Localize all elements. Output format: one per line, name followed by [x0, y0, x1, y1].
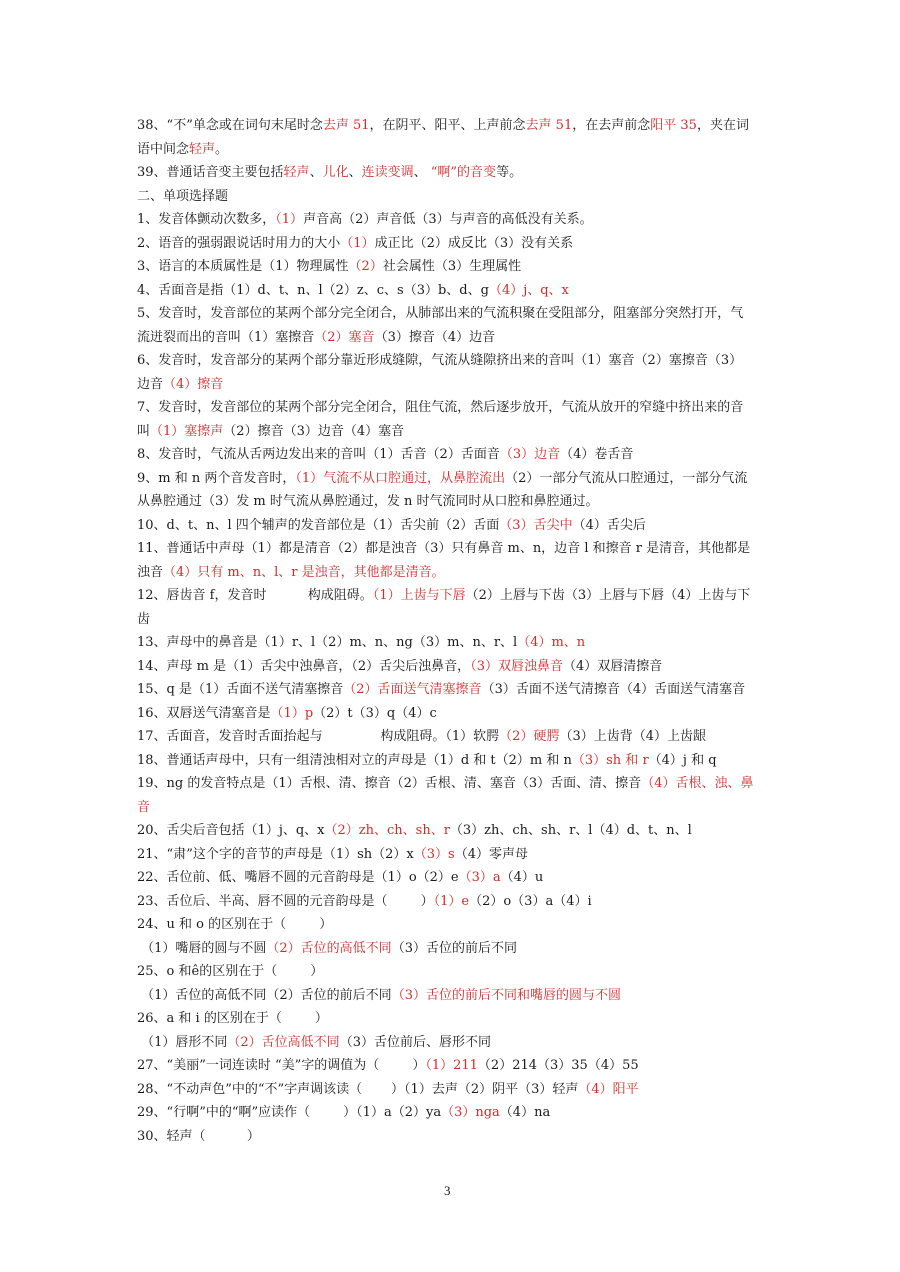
text-line [137, 866, 777, 890]
text-line [137, 913, 777, 937]
text-line [137, 490, 777, 514]
text-line [137, 114, 777, 138]
question-text: 24、u 和 o 的区别在于（ ） [137, 917, 333, 932]
question-text: 声音高（2）声音低（3）与声音的高低没有关系。 [303, 212, 593, 227]
question-text: （4）j 和 q [648, 752, 717, 768]
question-text: 从鼻腔通过（3）发 m 时气流从鼻腔通过，发 n 时气流同时从口腔和鼻腔通过。 [137, 494, 599, 509]
answer-text: （1）p [270, 705, 314, 721]
answer-text: （4）阳平 [578, 1081, 639, 1097]
text-line [137, 819, 777, 843]
question-text: 11、普通话中声母（1）都是清音（2）都是浊音（3）只有鼻音 m、n，边音 l 和擦音 r 是清音，其他都是 [137, 541, 751, 556]
answer-text: （1）上齿与下唇 [372, 588, 466, 603]
answer-text: （4）舌根、浊、鼻 [641, 776, 754, 791]
answer-text: （3）s [413, 846, 455, 862]
answer-text: （1） [340, 235, 375, 251]
answer-text: 儿化 [322, 165, 349, 180]
text-line [137, 561, 777, 585]
answer-text: （3）a [458, 870, 501, 885]
question-text: 流迸裂而出的音叫（1）塞擦音 [137, 329, 315, 345]
question-text: 38、“不”单念或在词句末尾时念 [137, 118, 323, 133]
answer-text: （3）舌位的前后不同和嘴唇的圆与不圆 [391, 987, 621, 1003]
text-line [137, 1101, 777, 1125]
question-text: 浊音 [137, 564, 164, 580]
question-text: 7、发音时，发音部位的某两个部分完全闭合，阻住气流，然后逐步放开，气流从放开的窄缝中挤出来的音 [137, 400, 744, 415]
question-text: 20、舌尖后音包括（1）j、q、x [137, 823, 325, 838]
answer-text: 轻声 [189, 141, 216, 157]
question-text: 2、语音的强弱跟说话时用力的大小 [137, 235, 341, 251]
text-line [137, 514, 777, 538]
answer-text: （1）气流不从口腔通过，从鼻腔流出 [295, 470, 506, 486]
question-text: 10、d、t、n、l 四个辅声的发音部位是（1）舌尖前（2）舌面 [137, 517, 500, 533]
text-line [137, 537, 777, 561]
answer-text: （2）舌位的高低不同 [266, 940, 392, 956]
answer-text: （4）只有 m、n、l、r 是浊音，其他都是清音。 [163, 564, 445, 580]
question-text: （4）卷舌音 [560, 447, 634, 462]
question-text: （3）舌位前后、唇形不同 [339, 1034, 491, 1050]
answer-text: （2）舌位高低不同 [227, 1034, 340, 1050]
question-text: 6、发音时，发音部分的某两个部分靠近形成缝隙，气流从缝隙挤出来的音叫（1）塞音（2）塞擦音（3） [137, 353, 743, 368]
question-text: 4、舌面音是指（1）d、t、n、l（2）z、c、s（3）b、d、g [137, 282, 489, 298]
text-line [137, 631, 777, 655]
document-body [137, 114, 777, 1148]
question-text: 29、“行啊”中的“啊”应读作（ ）（1）a（2）ya [137, 1105, 442, 1120]
question-text: （4）零声母 [454, 846, 528, 862]
answer-text: 连读变调 [361, 165, 414, 180]
page-number: 3 [444, 1183, 451, 1198]
question-text: （4）u [500, 870, 544, 885]
answer-text: （2）硬腭 [499, 729, 560, 744]
question-text: 27、“美丽”一词连读时 “美”字的调值为（ ） [137, 1058, 426, 1073]
question-text: 、 [413, 165, 431, 180]
text-line [137, 843, 777, 867]
question-text: （3）上齿背（4）上齿龈 [559, 729, 706, 744]
answer-text: （2）舌面送气清塞擦音 [343, 682, 482, 697]
text-line [137, 161, 777, 185]
question-text: 15、q 是（1）舌面不送气清塞擦音 [137, 682, 344, 697]
question-text: 19、ng 的发音特点是（1）舌根、清、擦音（2）舌根、清、塞音（3）舌面、清、擦音 [137, 776, 642, 791]
text-line [137, 302, 777, 326]
text-line [137, 749, 777, 773]
question-text: （2）o（3）a（4）i [469, 893, 592, 909]
question-text: （2）t（3）q（4）c [313, 705, 437, 721]
text-line [137, 1054, 777, 1078]
answer-text: （2）塞音 [314, 329, 375, 345]
question-text: 39、普通话音变主要包括 [137, 165, 284, 180]
text-line [137, 655, 777, 679]
answer-text: （1） [275, 212, 304, 227]
question-text: （1）舌位的高低不同（2）舌位的前后不同 [137, 987, 392, 1003]
question-text: 社会属性（3）生理属性 [382, 259, 522, 274]
question-text: 齿 [137, 611, 151, 627]
question-text: 8、发音时，气流从舌两边发出来的音叫（1）舌音（2）舌面音 [137, 447, 500, 462]
question-text: 25、o 和ê的区别在于（ ） [137, 964, 324, 979]
question-text: ，夹在词 [696, 118, 749, 133]
question-text: 二、单项选择题 [137, 188, 229, 204]
text-line [137, 232, 777, 256]
question-text: 28、“不动声色”中的“不”字声调该读（ ）（1）去声（2）阴平（3）轻声 [137, 1081, 579, 1097]
text-line [137, 138, 777, 162]
answer-text: 阳平 35 [650, 118, 697, 133]
answer-text: 去声 51 [322, 118, 370, 133]
text-line [137, 702, 777, 726]
text-line [137, 772, 777, 796]
text-line [137, 326, 777, 350]
text-line [137, 255, 777, 279]
question-text: 12、唇齿音 f，发音时 构成阻碍。 [137, 588, 373, 603]
text-line [137, 208, 777, 232]
answer-text: “啊”的音变 [430, 165, 497, 180]
question-text: 5、发音时，发音部位的某两个部分完全闭合，从肺部出来的气流积聚在受阻部分，阻塞部分突然打开，气 [137, 306, 744, 321]
question-text: 3、语言的本质属性是（1）物理属性 [137, 259, 349, 274]
question-text: （2）214（3）35（4）55 [477, 1058, 639, 1073]
text-line [137, 1125, 777, 1149]
text-line [137, 937, 777, 961]
answer-text: 音 [137, 799, 151, 815]
text-line [137, 1031, 777, 1055]
question-text: （2）擦音（3）边音（4）塞音 [223, 423, 405, 439]
answer-text: （1）塞擦声 [150, 423, 224, 439]
answer-text: （4）j、q、x [488, 282, 569, 298]
text-line [137, 960, 777, 984]
text-line [137, 443, 777, 467]
text-line [137, 373, 777, 397]
question-text: 30、轻声（ ） [137, 1128, 260, 1144]
answer-text: （3）sh 和 r [571, 752, 649, 768]
answer-text: （3）nga [441, 1105, 500, 1120]
question-text: 语中间念 [137, 141, 190, 157]
text-line [137, 396, 777, 420]
text-line [137, 185, 777, 209]
answer-text: （2） [348, 259, 383, 274]
text-line [137, 279, 777, 303]
question-text: （1）嘴唇的圆与不圆 [137, 940, 267, 956]
answer-text: （4）m、n [517, 635, 586, 650]
question-text: 17、舌面音，发音时舌面抬起与 构成阻碍。（1）软腭 [137, 729, 500, 744]
answer-text: （3）双唇浊鼻音 [470, 658, 563, 674]
question-text: 14、声母 m 是（1）舌尖中浊鼻音，（2）舌尖后浊鼻音， [137, 658, 471, 674]
text-line [137, 608, 777, 632]
question-text: 26、a 和 i 的区别在于（ ） [137, 1011, 328, 1026]
question-text: （3）zh、ch、sh、r、l（4）d、t、n、l [449, 823, 692, 838]
text-line [137, 1007, 777, 1031]
answer-text: （1）211 [425, 1058, 478, 1073]
question-text: 18、普通话声母中，只有一组清浊相对立的声母是（1）d 和 t（2）m 和 n [137, 752, 572, 768]
question-text: 等。 [496, 165, 523, 180]
text-line [137, 796, 777, 820]
question-text: 、 [309, 165, 323, 180]
text-line [137, 890, 777, 914]
question-text: 21、“肃”这个字的音节的声母是（1）sh（2）x [137, 846, 414, 862]
text-line [137, 420, 777, 444]
answer-text: （1）e [433, 893, 470, 909]
question-text: （2）一部分气流从口腔通过，一部分气流 [505, 470, 748, 486]
question-text: （3）舌位的前后不同 [391, 940, 517, 956]
question-text: 。 [215, 141, 229, 157]
answer-text: （3）舌尖中 [499, 517, 573, 533]
text-line [137, 725, 777, 749]
question-text: 23、舌位后、半高、唇不圆的元音韵母是（ ） [137, 893, 434, 909]
question-text: 边音 [137, 376, 164, 392]
answer-text: （3）边音 [499, 447, 561, 462]
text-line [137, 467, 777, 491]
question-text: 、 [348, 165, 362, 180]
answer-text: （2）zh、ch、sh、r [324, 823, 450, 838]
question-text: 成正比（2）成反比（3）没有关系 [374, 235, 574, 251]
question-text: （3）擦音（4）边音 [374, 329, 496, 345]
question-text: ，在去声前念 [572, 118, 651, 133]
answer-text: 去声 51 [525, 118, 573, 133]
question-text: ，在阴平、阳平、上声前念 [369, 118, 526, 133]
answer-text: 轻声 [283, 165, 310, 180]
text-line [137, 1078, 777, 1102]
question-text: 9、m 和 n 两个音发音时， [137, 470, 296, 486]
question-text: （4）na [499, 1105, 551, 1120]
text-line [137, 678, 777, 702]
question-text: （3）舌面不送气清擦音（4）舌面送气清塞音 [481, 682, 746, 697]
text-line [137, 584, 777, 608]
answer-text: （4）擦音 [163, 376, 224, 392]
question-text: 叫 [137, 423, 151, 439]
question-text: 16、双唇送气清塞音是 [137, 705, 271, 721]
text-line [137, 984, 777, 1008]
question-text: 22、舌位前、低、嘴唇不圆的元音韵母是（1）o（2）e [137, 870, 459, 885]
question-text: （1）唇形不同 [137, 1034, 228, 1050]
question-text: （2）上唇与下齿（3）上唇与下唇（4）上齿与下 [465, 588, 751, 603]
question-text: 1、发音体颤动次数多， [137, 212, 276, 227]
question-text: 13、声母中的鼻音是（1）r、l（2）m、n、ng（3）m、n、r、l [137, 635, 518, 650]
question-text: （4）舌尖后 [572, 517, 646, 533]
text-line [137, 349, 777, 373]
question-text: （4）双唇清擦音 [562, 658, 663, 674]
